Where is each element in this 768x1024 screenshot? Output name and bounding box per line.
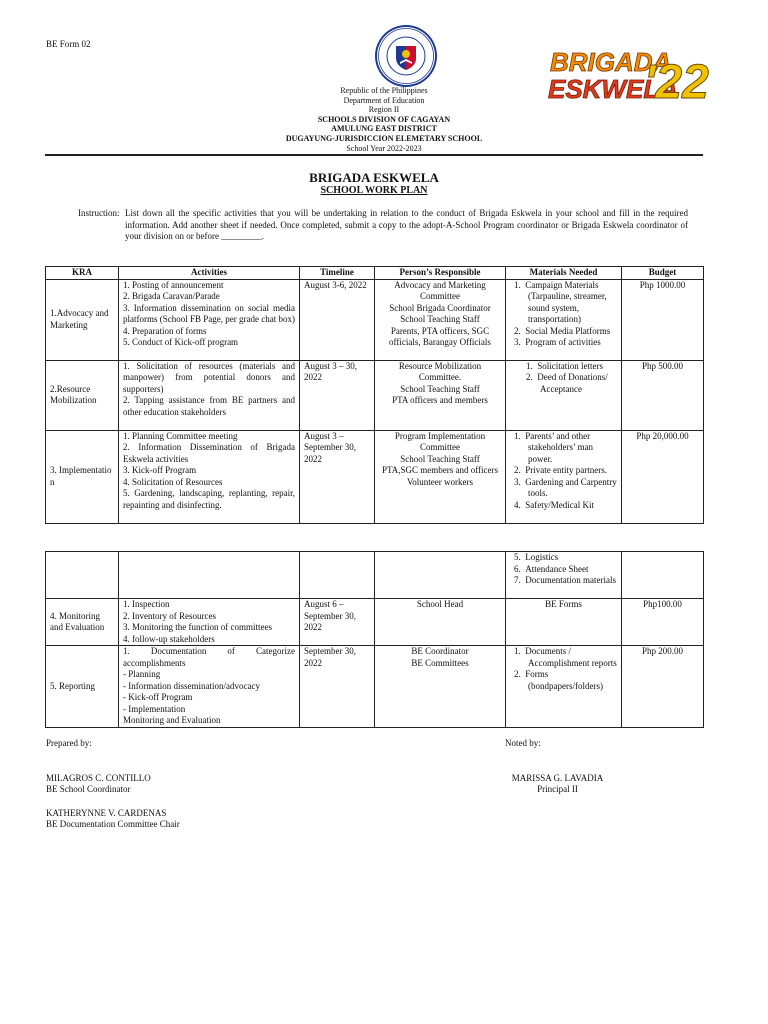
persons-cell <box>375 552 506 599</box>
timeline-cell: August 3-6, 2022 <box>300 279 375 360</box>
person-item: BE Coordinator <box>411 646 469 656</box>
timeline-cell: August 3 – September 30, 2022 <box>300 430 375 523</box>
instruction-label: Instruction: <box>78 208 120 218</box>
deped-seal-icon <box>374 24 438 88</box>
header-line: Republic of the Philippines <box>340 86 428 95</box>
activity-item: 2. Information Dissemination of Brigada Eskwela activities <box>123 442 295 464</box>
person-item: School Brigada Coordinator <box>389 302 491 313</box>
kra-cell: 1.Advocacy and Marketing <box>46 279 119 360</box>
material-item: 5. Logistics <box>514 552 559 562</box>
activities-cell <box>119 279 300 360</box>
persons-cell <box>375 599 506 646</box>
persons-cell <box>375 430 506 523</box>
preparer-1-name: MILAGROS C. CONTILLO <box>46 773 151 783</box>
activity-item: 4. Solicitation of Resources <box>123 476 223 487</box>
column-header: Activities <box>119 267 300 280</box>
budget-cell: Php 200.00 <box>622 646 704 728</box>
material-item: 1. Campaign Materials (Tarpauline, streamer, sound system, transportation) <box>514 279 607 324</box>
material-item: 1. Parents’ and other stakeholders’ man power. <box>514 430 594 464</box>
timeline-cell: September 30, 2022 <box>300 646 375 728</box>
material-item: 2. Deed of Donations/ Acceptance <box>526 372 608 394</box>
budget-cell: Php 1000.00 <box>622 279 704 360</box>
persons-cell <box>375 360 506 430</box>
activities-cell <box>119 646 300 728</box>
column-header: Materials Needed <box>506 267 622 280</box>
kra-cell: 5. Reporting <box>46 646 119 728</box>
materials-cell <box>506 646 622 728</box>
material-item: 2. Forms (bondpapers/folders) <box>514 669 603 691</box>
person-item: School Teaching Staff <box>400 383 480 394</box>
person-item: Resource Mobilization Committee. <box>398 360 482 382</box>
activity-item: - Planning <box>123 669 161 679</box>
noter-name: MARISSA G. LAVADIA <box>511 773 604 783</box>
activity-item: 4. Preparation of forms <box>123 325 207 336</box>
kra-cell <box>46 552 119 599</box>
materials-cell <box>506 360 622 430</box>
budget-cell: Php100.00 <box>622 599 704 646</box>
activity-item: 2. Tapping assistance from BE partners and other education stakeholders <box>123 395 295 417</box>
column-header: Budget <box>622 267 704 280</box>
material-item: 6. Attendance Sheet <box>514 563 589 574</box>
prepared-by-label: Prepared by: <box>46 738 92 748</box>
materials-cell <box>506 430 622 523</box>
district-name: AMULUNG EAST DISTRICT <box>331 124 437 134</box>
header-line: Region II <box>368 105 400 115</box>
activity-item: 1. Planning Committee meeting <box>123 430 238 441</box>
person-item: BE Committees <box>411 657 469 668</box>
activity-item: 3. Monitoring the function of committees <box>123 622 272 632</box>
activity-item: 1. Posting of announcement <box>123 279 224 290</box>
person-item: School Head <box>416 599 464 609</box>
material-item: 1. Documents / Accomplishment reports <box>514 646 617 668</box>
preparer-2-name: KATHERYNNE V. CARDENAS <box>46 808 167 818</box>
form-number: BE Form 02 <box>46 39 91 49</box>
materials-cell <box>506 599 622 646</box>
persons-cell <box>375 279 506 360</box>
activity-item: 5. Conduct of Kick-off program <box>123 337 239 347</box>
activities-cell <box>119 599 300 646</box>
activity-item: 2. Brigada Caravan/Parade <box>123 291 220 301</box>
noted-by-label: Noted by: <box>505 738 541 748</box>
material-item: 3. Gardening and Carpentry tools. <box>514 476 617 498</box>
logo-year: '22 <box>644 56 709 106</box>
activity-item: 3. Kick-off Program <box>123 465 197 475</box>
activity-item: 1. Inspection <box>123 599 170 609</box>
activity-item: - Kick-off Program <box>123 692 193 702</box>
material-item: BE Forms <box>545 599 582 609</box>
instruction-text: List down all the specific activities that you will be undertaking in relation to the conduct of Brigada Eskwela in your school and fill in the required information. Add another sheet if needed. Once completed, submit a copy to the adopt-A-School Program coordinator or Brigada Eskwela coordinator of your division on or before _________. <box>125 208 688 241</box>
materials-cell <box>506 279 622 360</box>
persons-cell <box>375 646 506 728</box>
person-item: PTA officers and members <box>392 395 488 405</box>
school-year: School Year 2022-2023 <box>346 143 422 153</box>
budget-cell: Php 20,000.00 <box>622 430 704 523</box>
header-divider <box>45 154 703 156</box>
preparer-1 <box>46 773 151 795</box>
preparer-2 <box>46 808 180 830</box>
person-item: School Teaching Staff <box>400 314 480 324</box>
person-item: School Teaching Staff <box>400 453 480 464</box>
noter <box>505 773 610 795</box>
activities-cell <box>119 360 300 430</box>
materials-cell <box>506 552 622 599</box>
budget-cell <box>622 552 704 599</box>
material-item: 4. Safety/Medical Kit <box>514 499 594 510</box>
letterhead <box>0 86 768 153</box>
work-plan-table <box>45 266 704 524</box>
budget-cell: Php 500.00 <box>622 360 704 430</box>
activities-cell <box>119 430 300 523</box>
table-row <box>46 552 704 599</box>
material-item: 2. Social Media Platforms <box>514 325 611 336</box>
division-name: SCHOOLS DIVISION OF CAGAYAN <box>317 114 451 124</box>
person-item: Parents, PTA officers, SGC officials, Barangay Officials <box>389 325 491 347</box>
column-header: Person’s Responsible <box>375 267 506 280</box>
column-header: KRA <box>46 267 119 280</box>
timeline-cell: August 3 – 30, 2022 <box>300 360 375 430</box>
preparer-1-title: BE School Coordinator <box>46 784 131 794</box>
timeline-cell: August 6 – September 30, 2022 <box>300 599 375 646</box>
page-subtitle: SCHOOL WORK PLAN <box>320 185 428 196</box>
logo-eskwela: ESKWELA <box>548 74 678 104</box>
activities-cell <box>119 552 300 599</box>
table-row <box>46 279 704 360</box>
header-line: Department of Education <box>343 95 425 105</box>
work-plan-table-continued <box>45 551 704 728</box>
kra-cell: 2.Resource Mobilization <box>46 360 119 430</box>
preparer-2-title: BE Documentation Committee Chair <box>46 819 180 829</box>
logo-brigada: BRIGADA <box>550 47 672 77</box>
school-name: DUGAYUNG-JURISDICCION ELEMETARY SCHOOL <box>285 133 483 143</box>
table-row <box>46 430 704 523</box>
person-item: Advocacy and Marketing Committee <box>394 279 486 301</box>
kra-cell: 3. Implementation <box>46 430 119 523</box>
material-item: 3. Program of activities <box>514 337 601 347</box>
timeline-cell <box>300 552 375 599</box>
person-item: PTA,SGC members and officers <box>381 465 499 475</box>
instruction <box>78 208 688 243</box>
person-item: Program Implementation Committee <box>394 430 486 452</box>
table-row <box>46 646 704 728</box>
table-row <box>46 360 704 430</box>
table-header-row <box>46 267 704 280</box>
material-item: 1. Solicitation letters <box>526 360 603 371</box>
activity-item: Monitoring and Evaluation <box>123 715 221 725</box>
noter-title: Principal II <box>537 784 578 794</box>
material-item: 2. Private entity partners. <box>514 465 607 475</box>
table-row <box>46 599 704 646</box>
person-item: Volunteer workers <box>406 476 474 487</box>
kra-cell: 4. Monitoring and Evaluation <box>46 599 119 646</box>
activity-item: 1. Solicitation of resources (materials and manpower) from potential donors and supporters) <box>123 360 295 394</box>
activity-item: 4. follow-up stakeholders <box>123 633 215 644</box>
activity-item: - Information dissemination/advocacy <box>123 680 260 691</box>
activity-item: 3. Information dissemination on social media platforms (School FB Page, per grade chat box) <box>123 302 295 324</box>
activity-item: 1. Documentation of Categorize accomplishments <box>123 646 295 668</box>
activity-item: - Implementation <box>123 703 186 714</box>
column-header: Timeline <box>300 267 375 280</box>
activity-item: 5. Gardening, landscaping, replanting, repair, repainting and disinfecting. <box>123 488 295 510</box>
page-title: BRIGADA ESKWELA <box>309 170 439 185</box>
activity-item: 2. Inventory of Resources <box>123 610 216 621</box>
material-item: 7. Documentation materials <box>514 575 616 585</box>
